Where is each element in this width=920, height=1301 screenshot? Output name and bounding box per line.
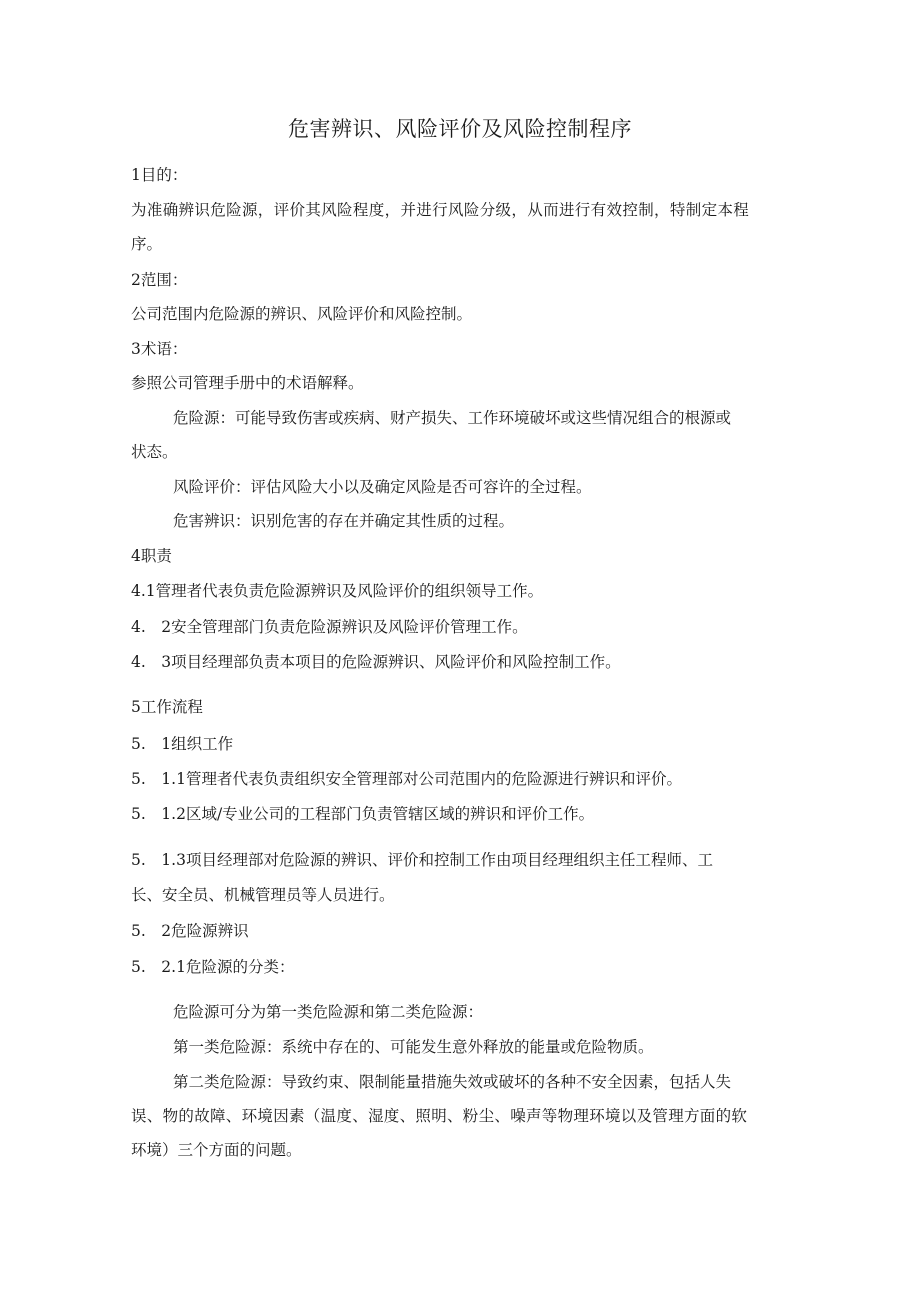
- paragraph-line: 5. 1.3项目经理部对危险源的辨识、评价和控制工作由项目经理组织主任工程师、工: [131, 851, 713, 869]
- paragraph-line: 5. 1.1管理者代表负责组织安全管理部对公司范围内的危险源进行辨识和评价。: [131, 770, 682, 788]
- paragraph-line: 4. 3项目经理部负责本项目的危险源辨识、风险评价和风险控制工作。: [131, 653, 621, 671]
- paragraph-line: 第二类危险源：导致约束、限制能量措施失效或破坏的各种不安全因素，包括人失: [173, 1073, 732, 1091]
- paragraph-line: 5. 2.1危险源的分类：: [131, 958, 295, 976]
- paragraph-line: 长、安全员、机械管理员等人员进行。: [131, 886, 395, 904]
- paragraph-line: 为准确辨识危险源，评价其风险程度，并进行风险分级，从而进行有效控制，特制定本程: [131, 201, 750, 219]
- paragraph-line: 危险源：可能导致伤害或疾病、财产损失、工作环境破坏或这些情况组合的根源或: [173, 409, 732, 427]
- paragraph-line: 序。: [131, 235, 163, 253]
- paragraph-line: 环境）三个方面的问题。: [131, 1141, 302, 1159]
- section-heading: 1目的：: [131, 166, 188, 184]
- paragraph-line: 第一类危险源：系统中存在的、可能发生意外释放的能量或危险物质。: [173, 1038, 654, 1056]
- section-heading: 3术语：: [131, 340, 188, 358]
- paragraph-line: 5. 1.2区域/专业公司的工程部门负责管辖区域的辨识和评价工作。: [131, 805, 595, 823]
- paragraph-line: 4. 2安全管理部门负责危险源辨识及风险评价管理工作。: [131, 618, 528, 636]
- paragraph-line: 参照公司管理手册中的术语解释。: [131, 374, 364, 392]
- section-heading: 2范围：: [131, 271, 188, 289]
- paragraph-line: 危害辨识：识别危害的存在并确定其性质的过程。: [173, 512, 515, 530]
- paragraph-line: 状态。: [131, 443, 178, 461]
- section-heading: 5工作流程: [131, 698, 203, 716]
- subsection-heading: 5. 1组织工作: [131, 735, 234, 753]
- document-title: 危害辨识、风险评价及风险控制程序: [288, 117, 632, 141]
- paragraph-line: 4.1管理者代表负责危险源辨识及风险评价的组织领导工作。: [131, 582, 544, 600]
- paragraph-line: 误、物的故障、环境因素（温度、湿度、照明、粉尘、噪声等物理环境以及管理方面的软: [131, 1107, 748, 1125]
- section-heading: 4职责: [131, 547, 172, 565]
- paragraph-line: 公司范围内危险源的辨识、风险评价和风险控制。: [131, 305, 473, 323]
- paragraph-line: 危险源可分为第一类危险源和第二类危险源：: [173, 1003, 484, 1021]
- subsection-heading: 5. 2危险源辨识: [131, 922, 249, 940]
- paragraph-line: 风险评价：评估风险大小以及确定风险是否可容许的全过程。: [173, 478, 592, 496]
